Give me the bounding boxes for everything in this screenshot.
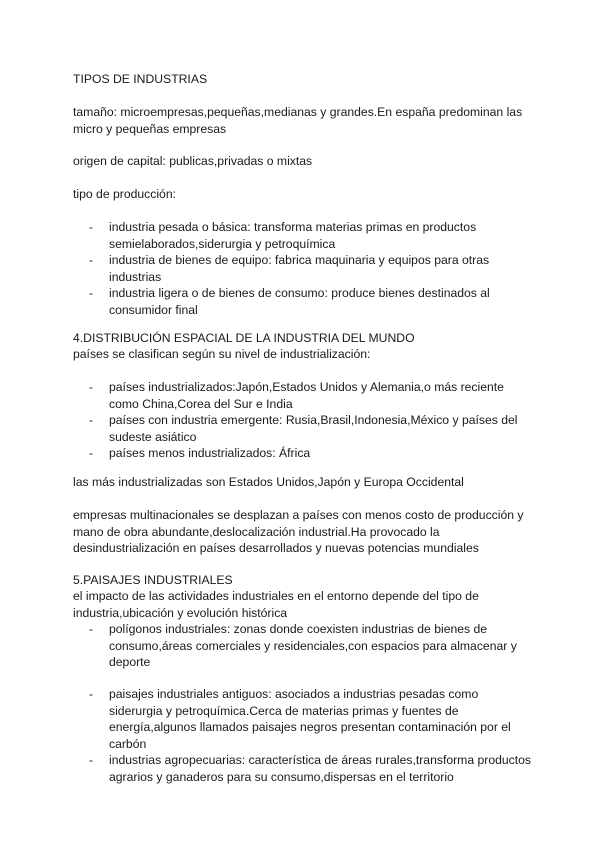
list-paisajes-b: [73, 686, 533, 785]
list-item: [73, 252, 533, 285]
list-item-text: paisajes industriales antiguos: asociados a industrias pesadas como siderurgia y petroquímica.Cerca de materias primas y fuentes de energía,algunos llamados paisajes negros presentan contaminación por el carbón: [109, 687, 511, 751]
list-item: [73, 412, 533, 445]
list-item: [73, 219, 533, 252]
bullet-dash: -: [89, 286, 94, 300]
list-item-text: industria pesada o básica: transforma materias primas en productos semielaborados,siderurgia y petroquímica: [109, 220, 477, 251]
paragraph-tipo-produccion: tipo de producción:: [73, 187, 176, 201]
bullet-dash: -: [89, 253, 94, 267]
list-item-text: industria ligera o de bienes de consumo: produce bienes destinados al consumidor final: [109, 286, 490, 317]
section-5-intro: el impacto de las actividades industriales en el entorno depende del tipo de industria,ubicación y evolución histórica: [73, 589, 479, 620]
paragraph-mas-industrializadas: las más industrializadas son Estados Unidos,Japón y Europa Occidental: [73, 475, 464, 489]
list-item: [73, 686, 533, 752]
list-paises: [73, 379, 533, 462]
bullet-dash: -: [89, 687, 94, 701]
bullet-dash: -: [89, 380, 94, 394]
section-4-heading: 4.DISTRIBUCIÓN ESPACIAL DE LA INDUSTRIA DEL MUNDO: [73, 331, 415, 345]
list-item: [73, 285, 533, 318]
bullet-dash: -: [89, 446, 94, 460]
list-item-text: países menos industrializados: África: [109, 446, 311, 460]
list-item: [73, 379, 533, 412]
section-4-intro: países se clasifican según su nivel de industrialización:: [73, 347, 371, 361]
list-item-text: países con industria emergente: Rusia,Brasil,Indonesia,México y países del sudeste asiático: [109, 413, 518, 444]
bullet-dash: -: [89, 622, 94, 636]
list-item-text: países industrializados:Japón,Estados Unidos y Alemania,o más reciente como China,Corea del Sur e India: [109, 380, 504, 411]
bullet-dash: -: [89, 413, 94, 427]
list-paisajes-a: [73, 621, 533, 671]
bullet-dash: -: [89, 753, 94, 767]
paragraph-multinacionales: empresas multinacionales se desplazan a países con menos costo de producción y mano de obra abundante,deslocalización industrial.Ha provocado la desindustrialización en países desarrollados y nuevas potencias mundiales: [73, 508, 524, 555]
document-title: TIPOS DE INDUSTRIAS: [73, 72, 208, 86]
list-tipos-produccion: [73, 219, 533, 318]
list-item: [73, 445, 533, 462]
list-item-text: polígonos industriales: zonas donde coexisten industrias de bienes de consumo,áreas comerciales y residenciales,con espacios para almacenar y deporte: [109, 622, 517, 669]
paragraph-tamano: tamaño: microempresas,pequeñas,medianas y grandes.En españa predominan las micro y pequeñas empresas: [73, 105, 523, 136]
list-item: [73, 621, 533, 671]
bullet-dash: -: [89, 220, 94, 234]
list-item: [73, 752, 533, 785]
section-5-heading: 5.PAISAJES INDUSTRIALES: [73, 573, 233, 587]
list-item-text: industria de bienes de equipo: fabrica maquinaria y equipos para otras industrias: [109, 253, 490, 284]
list-item-text: industrias agropecuarias: característica de áreas rurales,transforma productos agrarios y ganaderos para su consumo,dispersas en el territorio: [109, 753, 532, 784]
paragraph-origen-capital: origen de capital: publicas,privadas o mixtas: [73, 154, 313, 168]
